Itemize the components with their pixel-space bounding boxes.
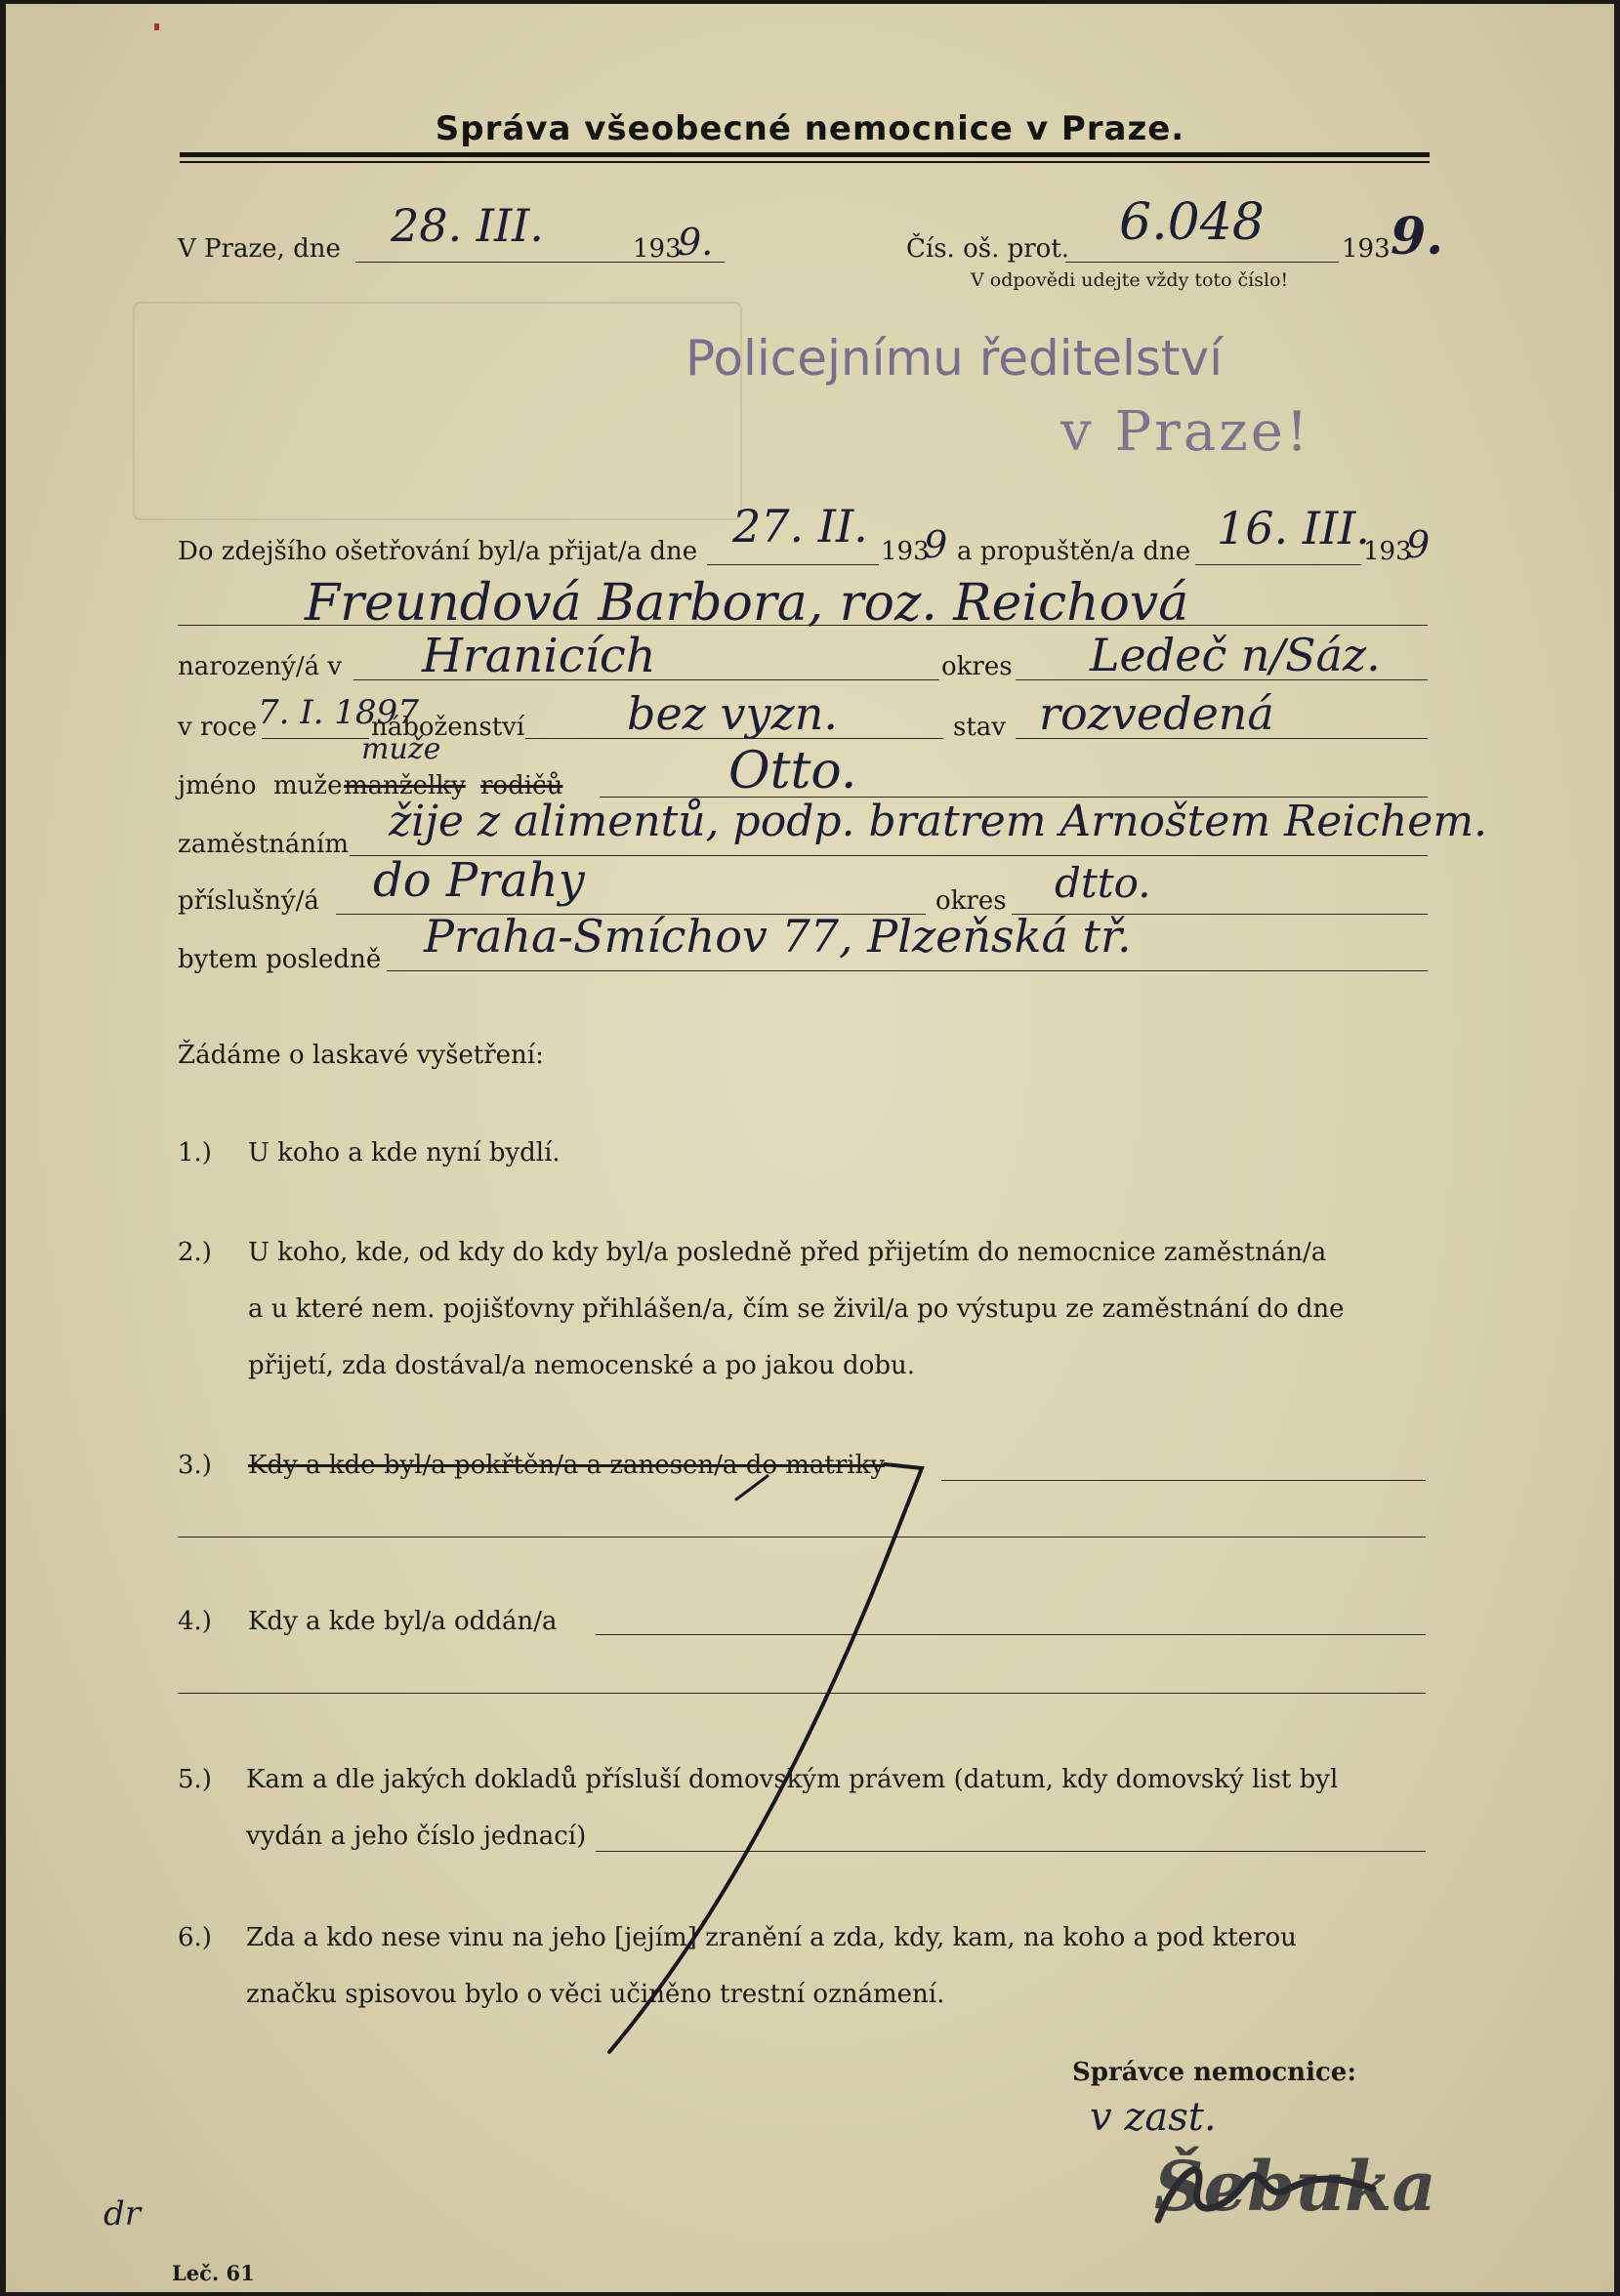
admit-year-digit: 9: [924, 523, 948, 566]
issue-date: 28. III.: [391, 199, 544, 252]
name-label-manzelky-struck: manželky: [344, 771, 466, 800]
belongs-district: dtto.: [1055, 859, 1151, 907]
question-1-text: U koho a kde nyní bydlí.: [248, 1138, 561, 1168]
institution-header: Správa všeobecné nemocnice v Praze.: [435, 109, 1185, 148]
reply-note: V odpovědi udejte vždy toto číslo!: [971, 269, 1289, 291]
signature-for-note: v zast.: [1090, 2095, 1217, 2140]
status-label: stav: [953, 713, 1006, 742]
occupation-label: zaměstnáním: [178, 830, 349, 859]
protocol-number: 6.048: [1119, 193, 1265, 252]
born-district-label: okres: [941, 652, 1013, 681]
question-6-number: 6.): [178, 1923, 212, 1952]
belongs-to: do Prahy: [373, 853, 585, 908]
question-4-text: Kdy a kde byl/a oddán/a: [248, 1607, 558, 1636]
name-label-muze: muže: [273, 771, 343, 800]
protocol-year-prefix: 193: [1342, 234, 1391, 264]
question-5-line-2: vydán a jeho číslo jednací): [246, 1822, 587, 1851]
question-3-number: 3.): [178, 1451, 212, 1480]
document-page: [6, 4, 1614, 2292]
question-2-number: 2.): [178, 1238, 212, 1267]
question-6-line-1: Zda a kdo nese vinu na jeho [jejím] zranění a zda, kdy, kam, na koho a pod kterou: [246, 1923, 1297, 1952]
name-label-prefix: jméno: [178, 771, 257, 800]
footer-initial: dr: [104, 2194, 142, 2234]
release-year-prefix: 193: [1363, 537, 1412, 566]
question-2-line-1: U koho, kde, od kdy do kdy byl/a posledně před přijetím do nemocnice zaměstnán/a: [248, 1238, 1327, 1267]
inserted-note-muze: muže: [361, 732, 441, 766]
issue-year-prefix: 193: [633, 234, 682, 264]
signature-flourish: [1139, 2132, 1392, 2239]
question-5-line-1: Kam a dle jakých dokladů přísluší domovským právem (datum, kdy domovský list byl: [246, 1765, 1339, 1794]
question-4-number: 4.): [178, 1607, 212, 1636]
admit-date: 27. II.: [732, 500, 868, 553]
place-date-label: V Praze, dne: [178, 234, 341, 264]
protocol-year-digit: 9.: [1391, 207, 1444, 266]
birth-date: 7. I. 1897: [258, 693, 419, 732]
name-label-rodicu-struck: rodičů: [480, 771, 563, 800]
residence-label: bytem posledně: [178, 945, 382, 974]
residence: Praha-Smíchov 77, Plzeňská tř.: [424, 910, 1132, 963]
question-1-number: 1.): [178, 1138, 212, 1168]
admission-label: Do zdejšího ošetřování byl/a přijat/a dne: [178, 537, 698, 566]
request-intro: Žádáme o laskavé vyšetření:: [178, 1041, 544, 1070]
question-5-number: 5.): [178, 1765, 212, 1794]
signature-label: Správce nemocnice:: [1072, 2058, 1356, 2087]
question-3-text-struck: Kdy a kde byl/a pokřtěn/a a zanesen/a do matriky: [248, 1451, 886, 1480]
belongs-district-label: okres: [935, 886, 1007, 916]
admit-year-prefix: 193: [881, 537, 930, 566]
born-district: Ledeč n/Sáz.: [1090, 629, 1381, 681]
spouse-name: Otto.: [728, 742, 857, 800]
question-6-line-2: značku spisovou bylo o věci učiněno trestní oznámení.: [246, 1980, 945, 2009]
year-label: v roce: [178, 713, 257, 742]
belongs-label: příslušný/á: [178, 886, 319, 916]
police-stamp-line1: Policejnímu ředitelství: [685, 330, 1223, 387]
occupation: žije z alimentů, podp. bratrem Arnoštem Reichem.: [389, 797, 1488, 846]
form-code: Leč. 61: [172, 2261, 255, 2285]
born-label: narozený/á v: [178, 652, 343, 681]
release-date: 16. III.: [1217, 502, 1370, 554]
released-label: a propuštěn/a dne: [957, 537, 1191, 566]
status: rozvedená: [1039, 687, 1274, 740]
born-place: Hranicích: [422, 629, 656, 683]
cancellation-stroke: [6, 4, 1614, 2292]
issue-year-digit: 9.: [678, 221, 714, 264]
patient-name: Freundová Barbora, roz. Reichová: [305, 574, 1189, 633]
protocol-label: Čís. oš. prot.: [906, 234, 1070, 264]
police-stamp-line2: v Praze!: [1060, 400, 1311, 464]
release-year-digit: 9: [1406, 523, 1431, 566]
signature-text: Šebuka: [1154, 2146, 1436, 2227]
religion-label: náboženství: [371, 713, 525, 742]
question-2-line-3: přijetí, zda dostával/a nemocenské a po jakou dobu.: [248, 1351, 915, 1380]
religion: bez vyzn.: [627, 687, 838, 740]
question-2-line-2: a u které nem. pojišťovny přihlášen/a, čím se živil/a po výstupu ze zaměstnání do dne: [248, 1294, 1345, 1324]
